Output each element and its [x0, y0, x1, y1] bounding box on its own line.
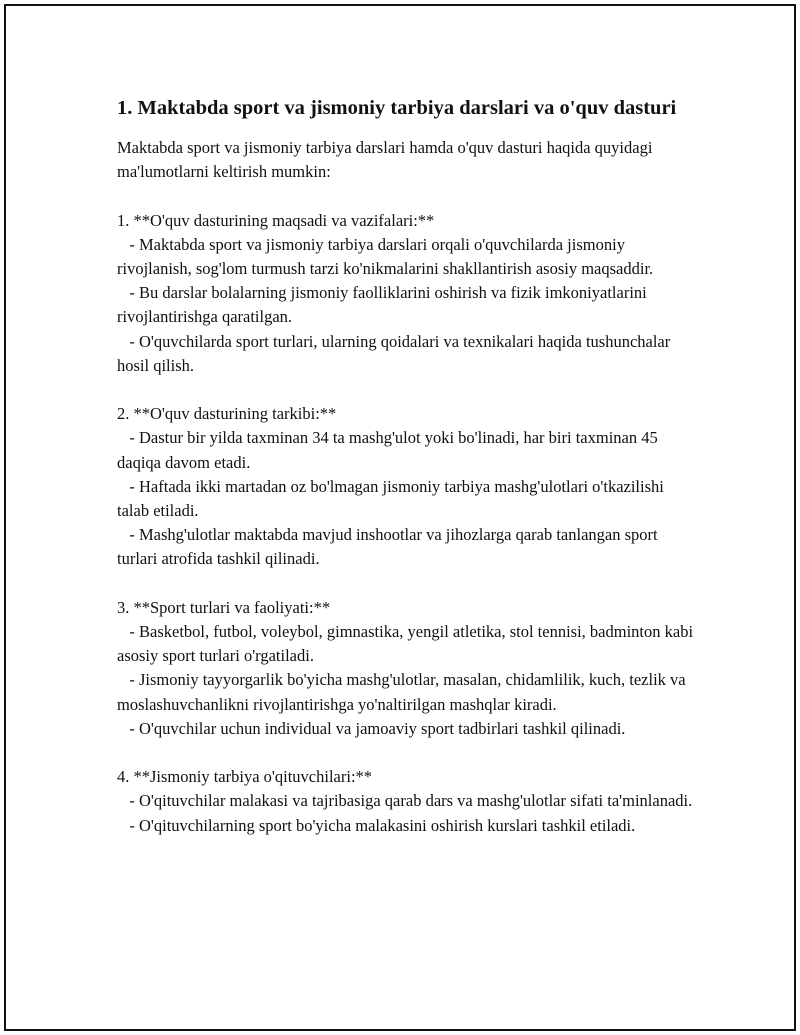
- section-heading: 1. **O'quv dasturining maqsadi va vazifalari:**: [117, 210, 435, 230]
- list-item: - Haftada ikki martadan oz bo'lmagan jismoniy tarbiya mashg'ulotlari o'tkazilishi talab etiladi.: [117, 476, 668, 521]
- list-item: - O'quvchilarda sport turlari, ularning qoidalari va texnikalari haqida tushunchalar hosil qilish.: [117, 331, 675, 375]
- document-title: 1. Maktabda sport va jismoniy tarbiya darslari va o'quv dasturi: [117, 97, 677, 119]
- section-2: [117, 402, 697, 571]
- section-1: [117, 209, 697, 378]
- section-4: [117, 765, 697, 838]
- document-body: [117, 93, 697, 838]
- list-item: - Bu darslar bolalarning jismoniy faolliklarini oshirish va fizik imkoniyatlarini rivojlantirishga qaratilgan.: [117, 283, 651, 327]
- section-heading: 2. **O'quv dasturining tarkibi:**: [117, 404, 337, 424]
- list-item: - Maktabda sport va jismoniy tarbiya darslari orqali o'quvchilarda jismoniy rivojlanish, sog'lom turmush tarzi ko'nikmalarini shakllantirish asosiy maqsaddir.: [117, 234, 654, 278]
- list-item: - O'qituvchilarning sport bo'yicha malakasini oshirish kurslari tashkil etiladi.: [117, 815, 636, 835]
- intro-paragraph: Maktabda sport va jismoniy tarbiya darslari hamda o'quv dasturi haqida quyidagi ma'lumotlarni keltirish mumkin:: [117, 138, 657, 182]
- section-3: [117, 596, 697, 741]
- list-item: - O'qituvchilar malakasi va tajribasiga qarab dars va mashg'ulotlar sifati ta'minlanadi.: [117, 791, 693, 811]
- section-heading: 3. **Sport turlari va faoliyati:**: [117, 597, 331, 617]
- list-item: - Dastur bir yilda taxminan 34 ta mashg'ulot yoki bo'linadi, har biri taxminan 45 daqiqa davom etadi.: [117, 428, 662, 472]
- list-item: - Basketbol, futbol, voleybol, gimnastika, yengil atletika, stol tennisi, badminton kabi asosiy sport turlari o'rgatiladi.: [117, 622, 698, 666]
- list-item: - O'quvchilar uchun individual va jamoaviy sport tadbirlari tashkil qilinadi.: [117, 718, 626, 738]
- section-heading: 4. **Jismoniy tarbiya o'qituvchilari:**: [117, 767, 373, 787]
- list-item: - Jismoniy tayyorgarlik bo'yicha mashg'ulotlar, masalan, chidamlilik, kuch, tezlik va moslashuvchanlikni rivojlantirishga yo'naltirilgan mashqlar kiradi.: [117, 670, 690, 714]
- list-item: - Mashg'ulotlar maktabda mavjud inshootlar va jihozlarga qarab tanlangan sport turlari atrofida tashkil qilinadi.: [117, 525, 662, 569]
